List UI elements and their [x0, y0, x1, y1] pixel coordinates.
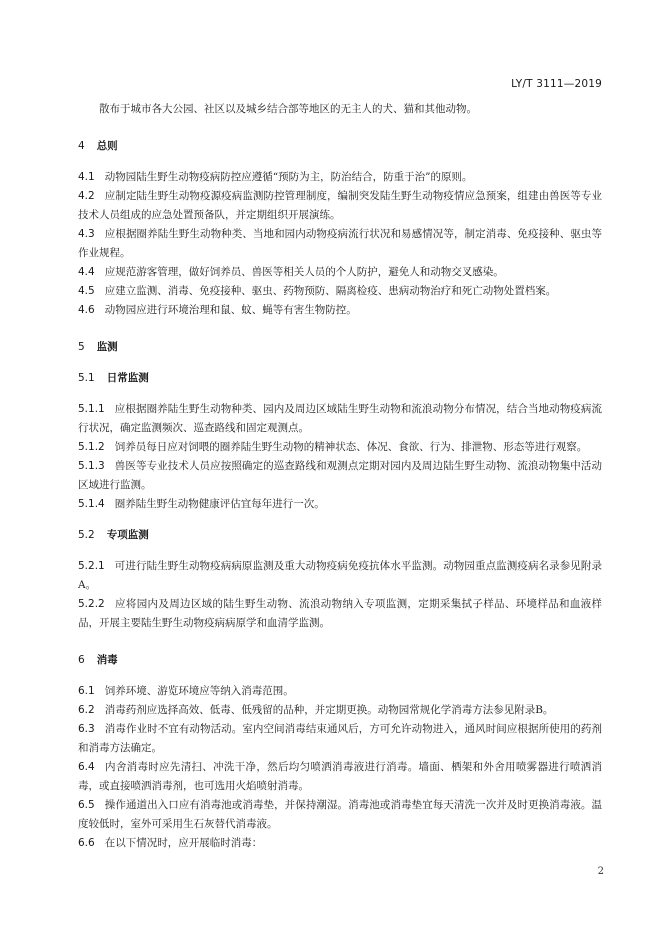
clause-5-1-2: 5.1.2 饲养员每日应对饲喂的圈养陆生野生动物的精神状态、体况、食欲、行为、排泄物、形态等进行观察。 [78, 441, 588, 453]
page-number: 2 [597, 866, 604, 877]
clause-5-2-1: 5.2.1 可进行陆生野生动物疫病病原监测及重大动物疫病免疫抗体水平监测。动物园重点监测疫病名录参见附录A。 [78, 560, 602, 591]
intro-continuation: 散布于城市各大公园、社区以及城乡结合部等地区的无主人的犬、猫和其他动物。 [99, 103, 477, 115]
standard-code: LY/T 3111—2019 [511, 78, 602, 90]
document-body [78, 100, 602, 853]
clause-6-3: 6.3 消毒作业时不宜有动物活动。室内空间消毒结束通风后，方可允许动物进入，通风时间应根据所使用的药剂和消毒方法确定。 [78, 723, 602, 754]
clause-4-2: 4.2 应制定陆生野生动物疫源疫病监测防控管理制度，编制突发陆生野生动物疫情应急预案，组建由兽医等专业技术人员组成的应急处置预备队，并定期组织开展演练。 [78, 190, 602, 221]
clause-6-1: 6.1 饲养环境、游览环境应等纳入消毒范围。 [78, 685, 294, 697]
clause-6-5: 6.5 操作通道出入口应有消毒池或消毒垫，并保持潮湿。消毒池或消毒垫宜每天清洗一次并及时更换消毒液。温度较低时，室外可采用生石灰替代消毒液。 [78, 799, 602, 830]
clause-5-1-3: 5.1.3 兽医等专业技术人员应按照确定的巡查路线和观测点定期对园内及周边陆生野生动物、流浪动物集中活动区域进行监测。 [78, 460, 602, 491]
section-5-heading: 5 监测 [78, 341, 118, 353]
clause-6-4: 6.4 内舍消毒时应先清扫、冲洗干净，然后均匀喷洒消毒液进行消毒。墙面、栖架和外舍用喷雾器进行喷洒消毒，或直接喷洒消毒剂，也可选用火焰喷射消毒。 [78, 761, 602, 792]
clause-5-1-4: 5.1.4 圈养陆生野生动物健康评估宜每年进行一次。 [78, 498, 325, 510]
clause-4-5: 4.5 应建立监测、消毒、免疫接种、驱虫、药物预防、隔离检疫、患病动物治疗和死亡动物处置档案。 [78, 285, 557, 297]
section-5-2-heading: 5.2 专项监测 [78, 529, 149, 541]
clause-5-1-1: 5.1.1 应根据圈养陆生野生动物种类、园内及周边区域陆生野生动物和流浪动物分布情况，结合当地动物疫病流行状况，确定监测频次、巡查路线和固定观测点。 [78, 403, 602, 434]
clause-4-6: 4.6 动物园应进行环境治理和鼠、蚊、蝇等有害生物防控。 [78, 304, 357, 316]
clause-6-2: 6.2 消毒药剂应选择高效、低毒、低残留的品种，并定期更换。动物园常规化学消毒方法参见附录B。 [78, 704, 554, 716]
section-4-heading: 4 总则 [78, 140, 118, 152]
section-6-heading: 6 消毒 [78, 654, 118, 666]
clause-6-6: 6.6 在以下情况时，应开展临时消毒： [78, 837, 263, 849]
clause-4-4: 4.4 应规范游客管理，做好饲养员、兽医等相关人员的个人防护，避免人和动物交叉感染。 [78, 266, 504, 278]
clause-4-3: 4.3 应根据圈养陆生野生动物种类、当地和园内动物疫病流行状况和易感情况等，制定消毒、免疫接种、驱虫等作业规程。 [78, 228, 602, 259]
clause-4-1: 4.1 动物园陆生野生动物疫病防控应遵循“预防为主，防治结合，防重于治”的原则。 [78, 171, 473, 183]
clause-5-2-2: 5.2.2 应将园内及周边区域的陆生野生动物、流浪动物纳入专项监测，定期采集拭子样品、环境样品和血液样品，开展主要陆生野生动物疫病病原学和血清学监测。 [78, 598, 602, 629]
section-5-1-heading: 5.1 日常监测 [78, 372, 149, 384]
